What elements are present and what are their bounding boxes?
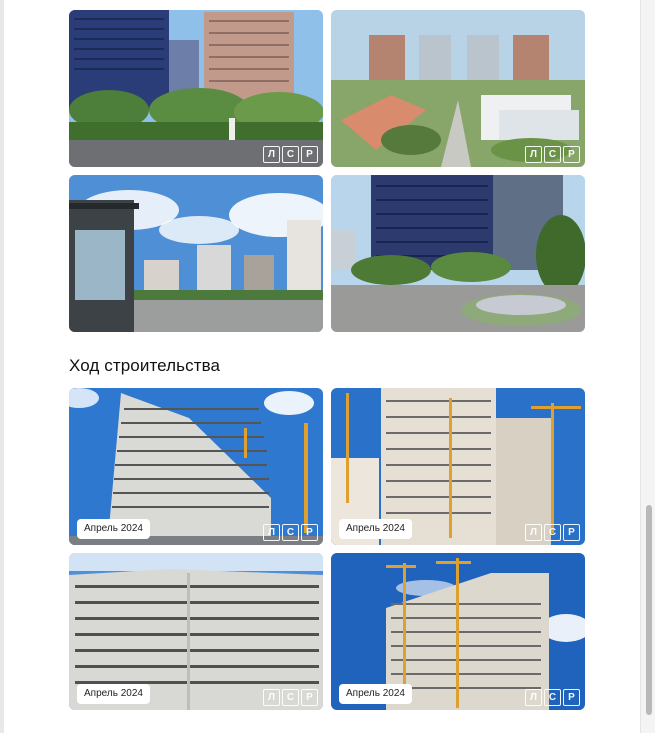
logo-letter: С (544, 146, 561, 163)
photo-date-badge: Апрель 2024 (339, 519, 412, 539)
section-title-construction-progress: Ход строительства (69, 356, 221, 375)
developer-logo (525, 524, 580, 541)
photo-date-badge: Апрель 2024 (339, 684, 412, 704)
logo-letter: С (282, 524, 299, 541)
logo-letter: С (282, 146, 299, 163)
photo-date-badge: Апрель 2024 (77, 684, 150, 704)
logo-letter: Л (525, 146, 542, 163)
logo-letter: Р (301, 146, 318, 163)
construction-progress-grid (69, 388, 585, 710)
logo-letter: Р (563, 689, 580, 706)
logo-letter: Л (525, 524, 542, 541)
developer-logo (263, 524, 318, 541)
window-left-edge (0, 0, 4, 733)
developer-logo (525, 146, 580, 163)
render-image (69, 10, 323, 167)
render-image (331, 175, 585, 332)
gallery-photo[interactable] (331, 175, 585, 332)
logo-letter: Л (263, 524, 280, 541)
progress-photo[interactable] (69, 388, 323, 545)
logo-letter: Л (263, 146, 280, 163)
gallery-photo[interactable] (69, 10, 323, 167)
gallery-grid (69, 10, 585, 332)
logo-letter: Р (563, 146, 580, 163)
logo-letter: Л (525, 689, 542, 706)
developer-logo (525, 689, 580, 706)
render-image (331, 10, 585, 167)
scrollbar-thumb[interactable] (646, 505, 652, 715)
developer-logo (263, 146, 318, 163)
developer-logo (263, 689, 318, 706)
logo-letter: С (282, 689, 299, 706)
photo-date-badge: Апрель 2024 (77, 519, 150, 539)
progress-photo[interactable] (331, 388, 585, 545)
logo-letter: Р (301, 689, 318, 706)
scrollbar-track[interactable] (640, 0, 655, 733)
logo-letter: Р (301, 524, 318, 541)
logo-letter: С (544, 524, 561, 541)
progress-photo[interactable] (69, 553, 323, 710)
render-image (69, 175, 323, 332)
gallery-photo[interactable] (331, 10, 585, 167)
gallery-photo[interactable] (69, 175, 323, 332)
logo-letter: Л (263, 689, 280, 706)
logo-letter: Р (563, 524, 580, 541)
logo-letter: С (544, 689, 561, 706)
progress-photo[interactable] (331, 553, 585, 710)
